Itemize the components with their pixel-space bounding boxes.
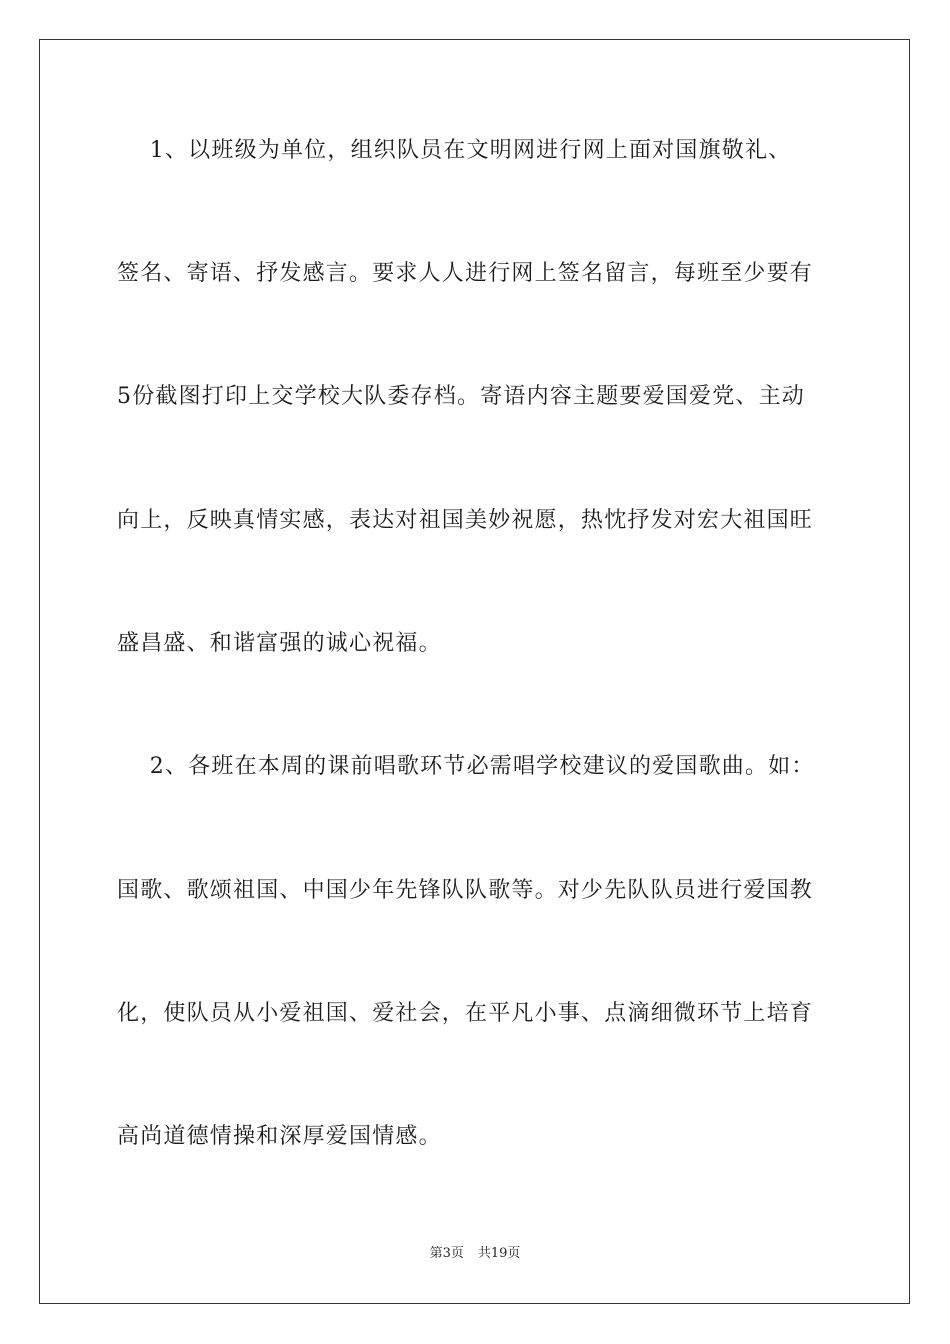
page-total: 共19页 xyxy=(477,1246,521,1261)
paragraph-1-line-4: 向上，反映真情实感，表达对祖国美妙祝愿，热忱抒发对宏大祖国旺 xyxy=(117,508,814,533)
paragraph-2-line-3: 化，使队员从小爱祖国、爱社会，在平凡小事、点滴细微环节上培育 xyxy=(117,1001,814,1026)
paragraph-1-line-2: 签名、寄语、抒发感言。要求人人进行网上签名留言，每班至少要有 xyxy=(117,261,814,286)
page-footer xyxy=(0,1245,950,1263)
paragraph-2-line-2: 国歌、歌颂祖国、中国少年先锋队队歌等。对少先队队员进行爱国教 xyxy=(117,878,814,903)
paragraph-1-line-5: 盛昌盛、和谐富强的诚心祝福。 xyxy=(117,631,442,656)
paragraph-1-line-1: 1、以班级为单位，组织队员在文明网进行网上面对国旗敬礼、 xyxy=(117,138,792,163)
page-number: 第3页 xyxy=(429,1246,464,1261)
page-border xyxy=(39,39,910,1304)
paragraph-2-line-1: 2、各班在本周的课前唱歌环节必需唱学校建议的爱国歌曲。如： xyxy=(117,754,815,779)
paragraph-2-line-4: 高尚道德情操和深厚爱国情感。 xyxy=(117,1124,442,1149)
paragraph-1-line-3: 5份截图打印上交学校大队委存档。寄语内容主题要爱国爱党、主动 xyxy=(117,384,805,409)
